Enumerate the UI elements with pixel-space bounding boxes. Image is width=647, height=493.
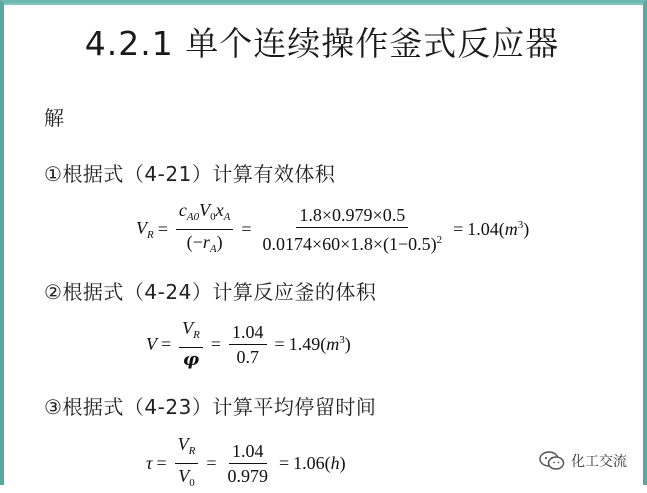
- eq1-result: $1.04(m^3)$: [467, 219, 530, 239]
- eq2-fraction-symbolic: [179, 318, 203, 370]
- eq3-f2-denominator: 0.979: [227, 466, 268, 486]
- eq2-equals-1: =: [161, 333, 172, 354]
- eq1-fraction-numeric: [260, 205, 446, 254]
- watermark-text: 化工交流: [571, 454, 627, 470]
- step-2-marker: ②: [44, 280, 63, 304]
- wechat-icon: [539, 451, 565, 471]
- solve-label: 解: [44, 106, 64, 130]
- eq1-f2-numerator: 1.8×0.979×0.5: [296, 205, 408, 228]
- equation-residence-time: [146, 434, 346, 493]
- eq1-lhs-sub: R: [147, 229, 154, 241]
- eq3-f1-numerator: $V_R$: [175, 434, 199, 464]
- eq3-lhs: τ: [146, 453, 153, 473]
- equation-effective-volume: [136, 200, 529, 259]
- eq3-equals-3: =: [279, 453, 290, 473]
- eq2-f2-denominator: 0.7: [236, 346, 260, 367]
- slide-title: 4.2.1 单个连续操作釜式反应器: [84, 24, 560, 63]
- eq2-result: $1.49(m^3)$: [288, 333, 351, 354]
- eq3-fraction-numeric: [225, 441, 272, 486]
- eq2-equals-2: =: [210, 333, 222, 354]
- step-1-text: 根据式（4-21）计算有效体积: [62, 162, 336, 186]
- eq1-fraction-symbolic: [176, 200, 233, 259]
- step-2: [44, 276, 376, 305]
- eq1-f1-numerator: $c_{A0}V_0x_A$: [176, 200, 233, 230]
- eq2-f2-numerator: 1.04: [229, 322, 267, 345]
- step-3-marker: ③: [44, 395, 63, 419]
- step-2-text: 根据式（4-24）计算反应釜的体积: [62, 280, 377, 304]
- eq3-fraction-symbolic: [175, 434, 199, 493]
- eq1-f2-denominator: $0.0174\times 60\times 1.8\times(1-0.5)^2$: [262, 234, 443, 254]
- eq3-f1-denominator: $V_0$: [178, 466, 195, 489]
- step-1-marker: ①: [44, 162, 63, 186]
- equation-reactor-volume: [146, 318, 351, 370]
- eq2-equals-3: =: [274, 333, 285, 354]
- eq2-f1-denominator: φ: [182, 349, 200, 370]
- eq2-lhs: V: [146, 333, 157, 354]
- eq1-equals-2: =: [241, 219, 252, 239]
- eq1-equals-1: =: [157, 219, 168, 239]
- step-3-text: 根据式（4-23）计算平均停留时间: [62, 395, 377, 419]
- eq1-lhs: V: [136, 218, 147, 238]
- eq3-result: 1.06(h): [293, 453, 346, 473]
- eq3-f2-numerator: 1.04: [229, 441, 267, 464]
- top-rule: [4, 3, 643, 5]
- eq3-equals-1: =: [156, 453, 167, 473]
- eq2-f1-numerator: $V_R$: [179, 318, 203, 348]
- eq1-equals-3: =: [453, 219, 464, 239]
- eq3-equals-2: =: [206, 453, 217, 473]
- watermark: [539, 451, 627, 471]
- eq2-fraction-numeric: [229, 322, 267, 367]
- step-3: [44, 391, 376, 420]
- eq1-f1-denominator: $(-r_A)$: [186, 232, 223, 255]
- step-1: [44, 158, 335, 187]
